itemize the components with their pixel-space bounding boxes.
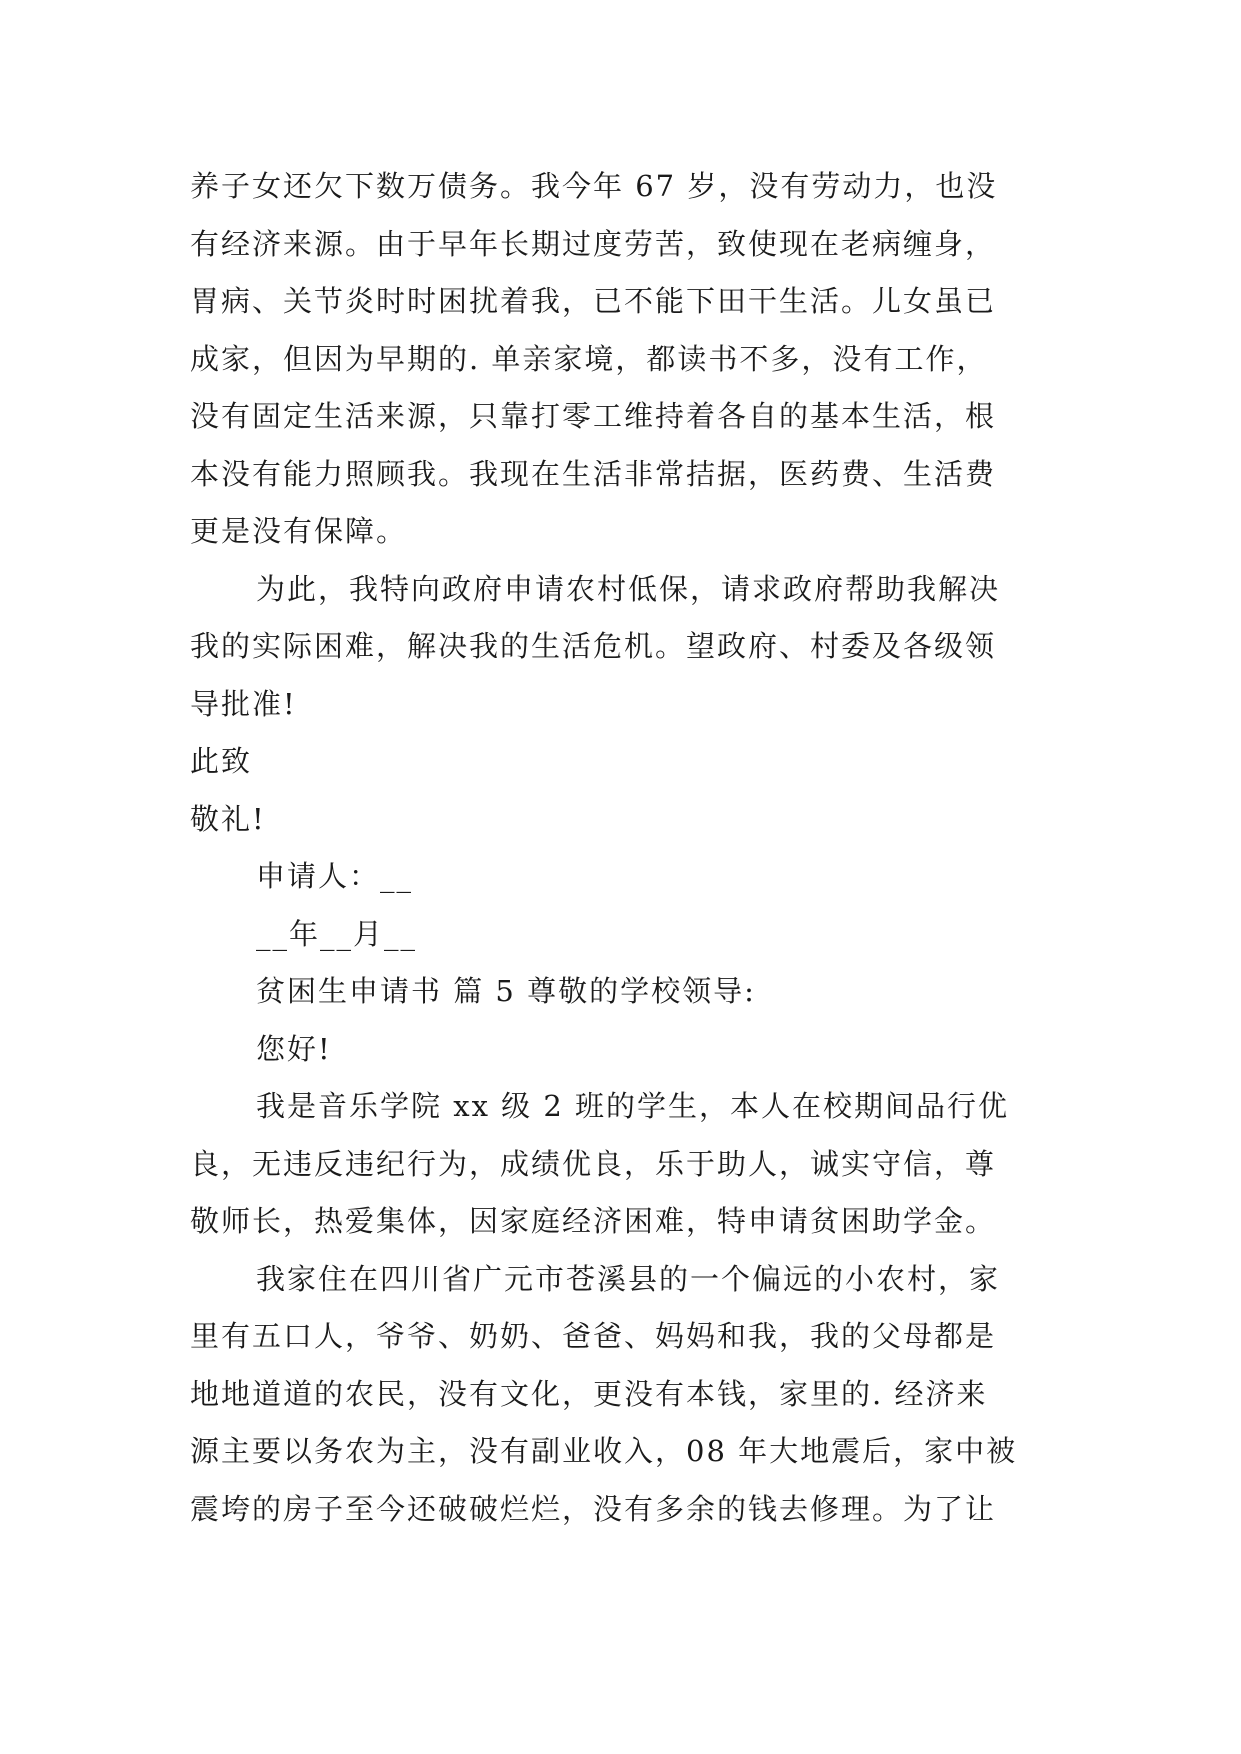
body-text-line: 震垮的房子至今还破破烂烂，没有多余的钱去修理。为了让 [190,1491,997,1526]
body-text-line: 没有固定生活来源，只靠打零工维持着各自的基本生活，根 [190,399,997,433]
applicant-signature-line: 申请人：__ [256,859,414,893]
body-text-line: 敬师长，热爱集体，因家庭经济困难，特申请贫困助学金。 [190,1204,997,1238]
closing-salutation: 此致 [190,744,253,778]
paragraph-start-line: 我是音乐学院 xx 级 2 班的学生，本人在校期间品行优 [256,1089,1010,1123]
body-text-line: 里有五口人，爷爷、奶奶、爸爸、妈妈和我，我的父母都是 [190,1319,997,1353]
body-text-line: 源主要以务农为主，没有副业收入，08 年大地震后，家中被 [190,1434,1018,1468]
body-text-line: 胃病、关节炎时时困扰着我，已不能下田干生活。儿女虽已 [190,284,997,318]
body-text-line: 地地道道的农民，没有文化，更没有本钱，家里的. 经济来 [190,1376,988,1411]
body-text-line: 更是没有保障。 [190,514,408,548]
closing-respect: 敬礼! [190,801,266,836]
section-heading: 贫困生申请书 篇 5 尊敬的学校领导: [256,974,756,1008]
paragraph-start-line: 我家住在四川省广元市苍溪县的一个偏远的小农村，家 [256,1261,1001,1296]
body-text-line: 本没有能力照顾我。我现在生活非常拮据，医药费、生活费 [190,456,997,491]
document-body [190,158,1070,1538]
date-line: __年__月__ [256,916,418,951]
body-text-line: 导批准! [190,686,297,721]
body-text-line: 良，无违反违纪行为，成绩优良，乐于助人，诚实守信，尊 [190,1146,997,1181]
body-text-line: 我的实际困难，解决我的生活危机。望政府、村委及各级领 [190,629,997,663]
body-text-line: 养子女还欠下数万债务。我今年 67 岁，没有劳动力，也没 [190,169,998,203]
paragraph-start-line: 为此，我特向政府申请农村低保，请求政府帮助我解决 [256,571,1001,606]
greeting-line: 您好! [256,1031,332,1066]
body-text-line: 有经济来源。由于早年长期过度劳苦，致使现在老病缠身， [190,226,997,261]
body-text-line: 成家，但因为早期的. 单亲家境，都读书不多，没有工作， [190,341,988,376]
